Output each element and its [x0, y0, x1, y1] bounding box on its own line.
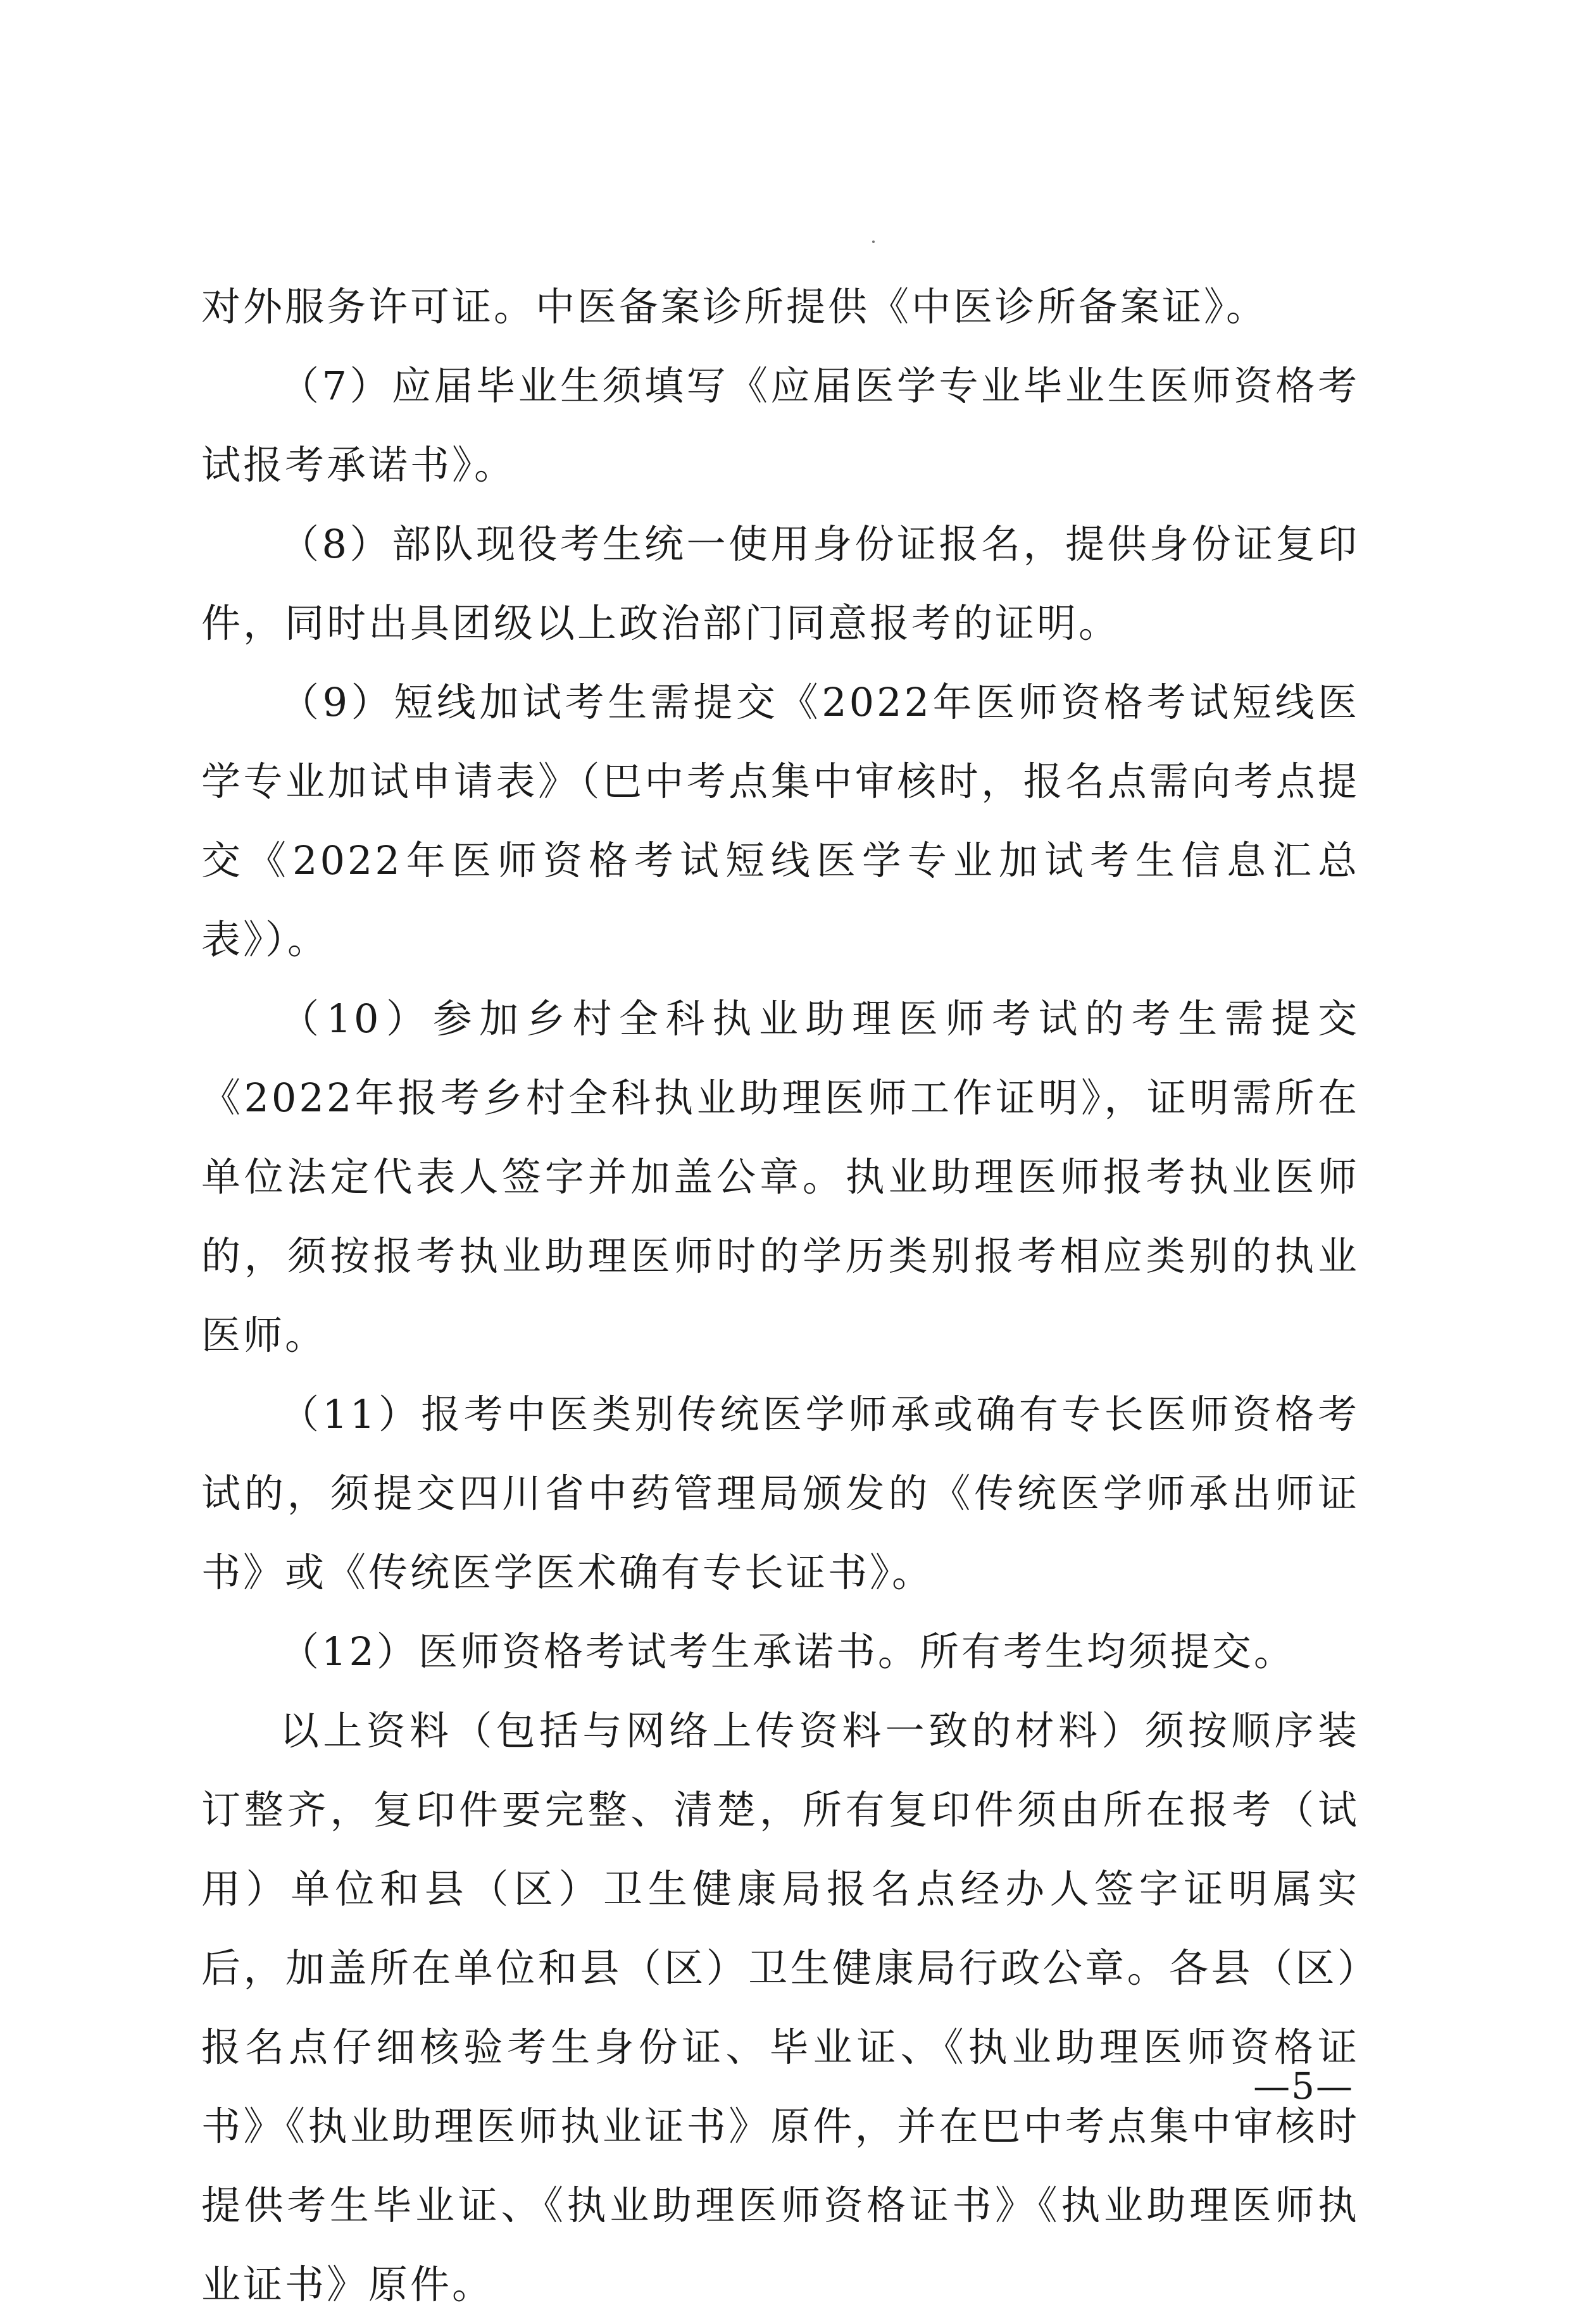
paragraph-continuation: 对外服务许可证。中医备案诊所提供《中医诊所备案证》。	[201, 284, 1268, 330]
paragraph-summary: 以上资料（包括与网络上传资料一致的材料）须按顺序装订整齐，复印件要完整、清楚，所有复印件须由所在报考（试用）单位和县（区）卫生健康局报名点经办人签字证明属实后，加盖所在单位和县（区）卫生健康局行政公章。各县（区）报名点仔细核验考生身份证、毕业证、《执业助理医师资格证书》《执业助理医师执业证书》原件，并在巴中考点集中审核时提供考生毕业证、《执业助理医师资格证书》《执业助理医师执业证书》原件。	[201, 1708, 1360, 2308]
paragraph-item-9: （9）短线加试考生需提交《2022年医师资格考试短线医学专业加试申请表》（巴中考点集中审核时，报名点需向考点提交《2022年医师资格考试短线医学专业加试考生信息汇总表》）。	[201, 679, 1360, 963]
paragraph-item-10: （10）参加乡村全科执业助理医师考试的考生需提交《2022年报考乡村全科执业助理医师工作证明》，证明需所在单位法定代表人签字并加盖公章。执业助理医师报考执业医师的，须按报考执业助理医师时的学历类别报考相应类别的执业医师。	[201, 996, 1360, 1358]
paragraph-item-8: （8）部队现役考生统一使用身份证报名，提供身份证复印件，同时出具团级以上政治部门同意报考的证明。	[201, 521, 1360, 646]
paragraph-item-12: （12）医师资格考试考生承诺书。所有考生均须提交。	[280, 1628, 1296, 1675]
body-text	[201, 267, 1360, 2324]
page-number: —5—	[1253, 2065, 1354, 2108]
paragraph-item-7: （7）应届毕业生须填写《应届医学专业毕业生医师资格考试报考承诺书》。	[201, 363, 1360, 488]
scan-speck	[872, 241, 875, 243]
paragraph-item-11: （11）报考中医类别传统医学师承或确有专长医师资格考试的，须提交四川省中药管理局颁发的《传统医学师承出师证书》或《传统医学医术确有专长证书》。	[201, 1391, 1360, 1596]
